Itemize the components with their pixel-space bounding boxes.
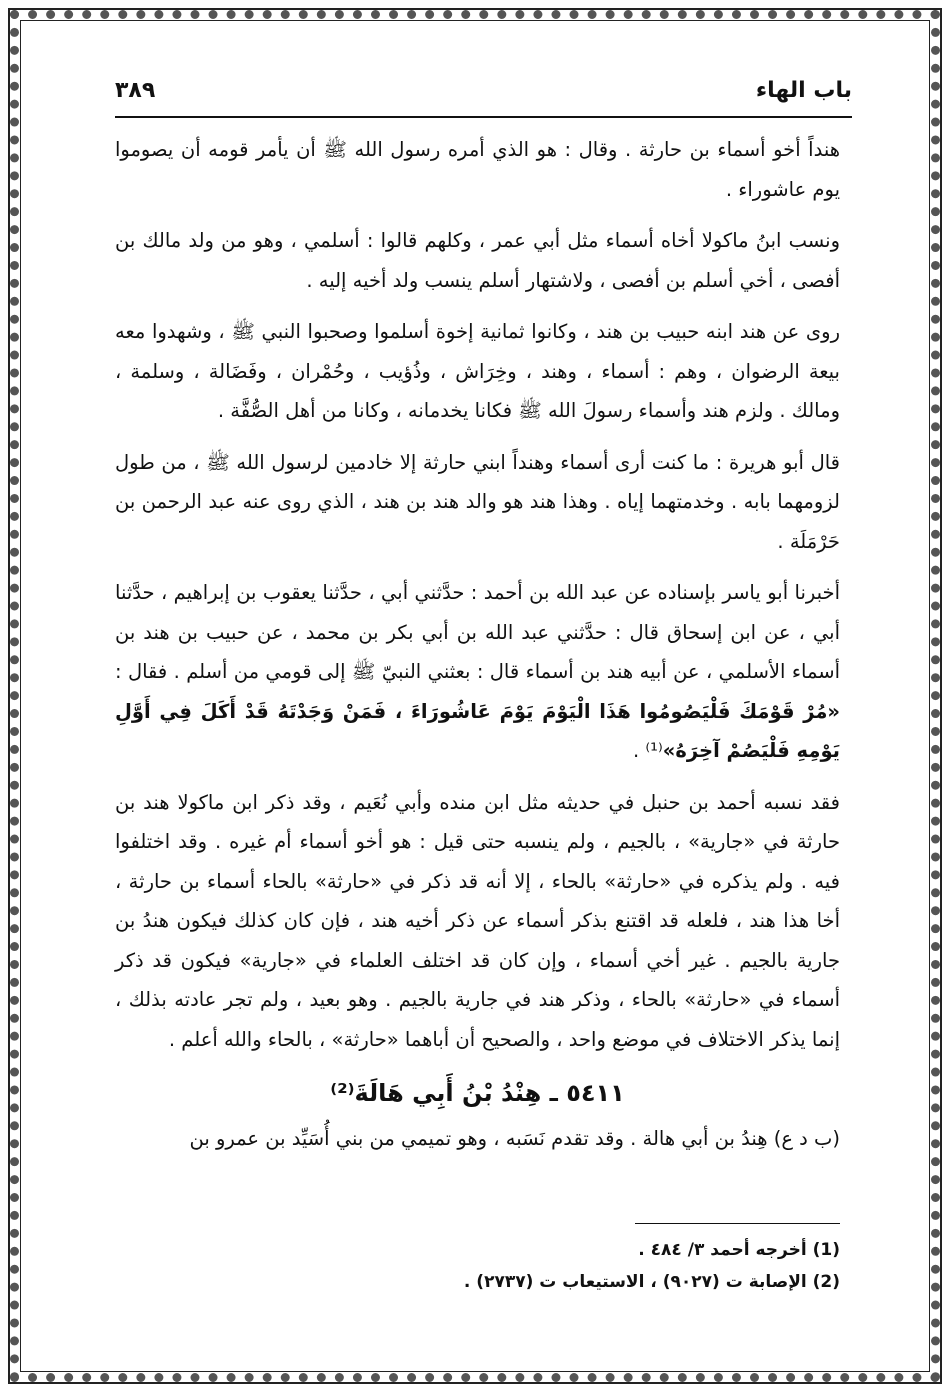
entry-heading: ٥٤١١ ـ هِنْدُ بْنُ أَبِي هَالَةَ⁽²⁾ xyxy=(330,1079,625,1107)
paragraph: هنداً أخو أسماء بن حارثة . وقال : هو الذي أمره رسول الله ﷺ أن يأمر قومه أن يصوموا يوم عاشوراء . xyxy=(115,138,840,201)
body-text xyxy=(115,130,840,1159)
paragraph: روى عن هند ابنه حبيب بن هند ، وكانوا ثمانية إخوة أسلموا وصحبوا النبي ﷺ ، وشهدوا معه بيعة الرضوان ، وهم : أسماء ، وهند ، وخِرَاش ، وذُؤيب ، وحُمْران ، وفَضَالة ، وسلمة ، ومالك . ولزم هند وأسماء رسولَ الله ﷺ فكانا يخدمانه ، وكانا من أهل الصُّفَّة . xyxy=(115,320,840,422)
paragraph: ونسب ابنُ ماكولا أخاه أسماء مثل أبي عمر ، وكلهم قالوا : أسلمي ، وهو من ولد مالك بن أفصى ، أخي أسلم بن أفصى ، ولاشتهار أسلم ينسب ولد أخيه إليه . xyxy=(115,229,840,292)
paragraph: فقد نسبه أحمد بن حنبل في حديثه مثل ابن منده وأبي نُعَيم ، وقد ذكر ابن ماكولا هند بن حارثة في «جارية» ، بالجيم ، ولم ينسبه حتى قيل : هو أخو أسماء أم غيره . وقد اختلفوا فيه . ولم يذكره في «حارثة» بالحاء ، إلا أنه قد ذكر في «حارثة» بالحاء أسماء بن حارثة ، أخا هذا هند ، فلعله قد اقتنع بذكر أسماء عن ذكر أخيه هند ، فإن كان كذلك فيكون هندُ بن جارية بالجيم . غير أخي أسماء ، وإن كان قد اختلف العلماء في «جارية» فيكون قد ذكر أسماء في «حارثة» بالحاء ، وذكر هند في جارية بالجيم . وهو بعيد ، ولم تجر عادته بذلك ، إنما يذكر الاختلاف في موضع واحد ، والصحيح أن أباهما «حارثة» ، بالحاء والله أعلم . xyxy=(115,790,840,1051)
hadith-quote: «مُرْ قَوْمَكَ فَلْيَصُومُوا هَذَا الْيَوْمَ يَوْمَ عَاشُورَاءَ ، فَمَنْ وَجَدْتَهُ قَدْ أَكَلَ فِي أَوَّلِ يَوْمِهِ فَلْيَصُمْ آخِرَهُ» xyxy=(115,699,840,762)
footnote: (2) الإصابة ت (٩٠٢٧) ، الاستيعاب ت (٢٧٣٧) . xyxy=(463,1271,840,1292)
running-head xyxy=(115,78,852,118)
entry-text: (ب د ع) هِندُ بن أبي هالة . وقد تقدم نَسَبه ، وهو تميمي من بني أُسَيِّد بن عمرو بن xyxy=(189,1127,840,1150)
book-page xyxy=(115,78,852,1328)
chapter-title: باب الهاء xyxy=(755,78,852,103)
hadith-paragraph xyxy=(115,573,840,771)
footnote-divider xyxy=(635,1223,840,1224)
page-number: ٣٨٩ xyxy=(115,78,156,103)
hadith-isnad: أخبرنا أبو ياسر بإسناده عن عبد الله بن أحمد : حدَّثني أبي ، حدَّثنا يعقوب بن إبراهيم ، حدَّثنا أبي ، عن ابن إسحاق قال : حدَّثني عبد الله بن أبي بكر بن محمد ، عن حبيب بن هند بن أسماء الأسلمي ، عن أبيه هند بن أسماء قال : بعثني النبيّ ﷺ إلى قومي من أسلم . فقال : xyxy=(115,581,840,683)
footnote: (1) أخرجه أحمد ٣/ ٤٨٤ . xyxy=(638,1239,840,1260)
footnote-ref: ⁽¹⁾ . xyxy=(632,739,663,762)
paragraph: قال أبو هريرة : ما كنت أرى أسماء وهنداً ابني حارثة إلا خادمين لرسول الله ﷺ ، من طول لزومهما بابه . وخدمتهما إياه . وهذا هند هو والد هند بن هند ، الذي روى عنه عبد الرحمن بن حَرْمَلَة . xyxy=(115,450,840,553)
